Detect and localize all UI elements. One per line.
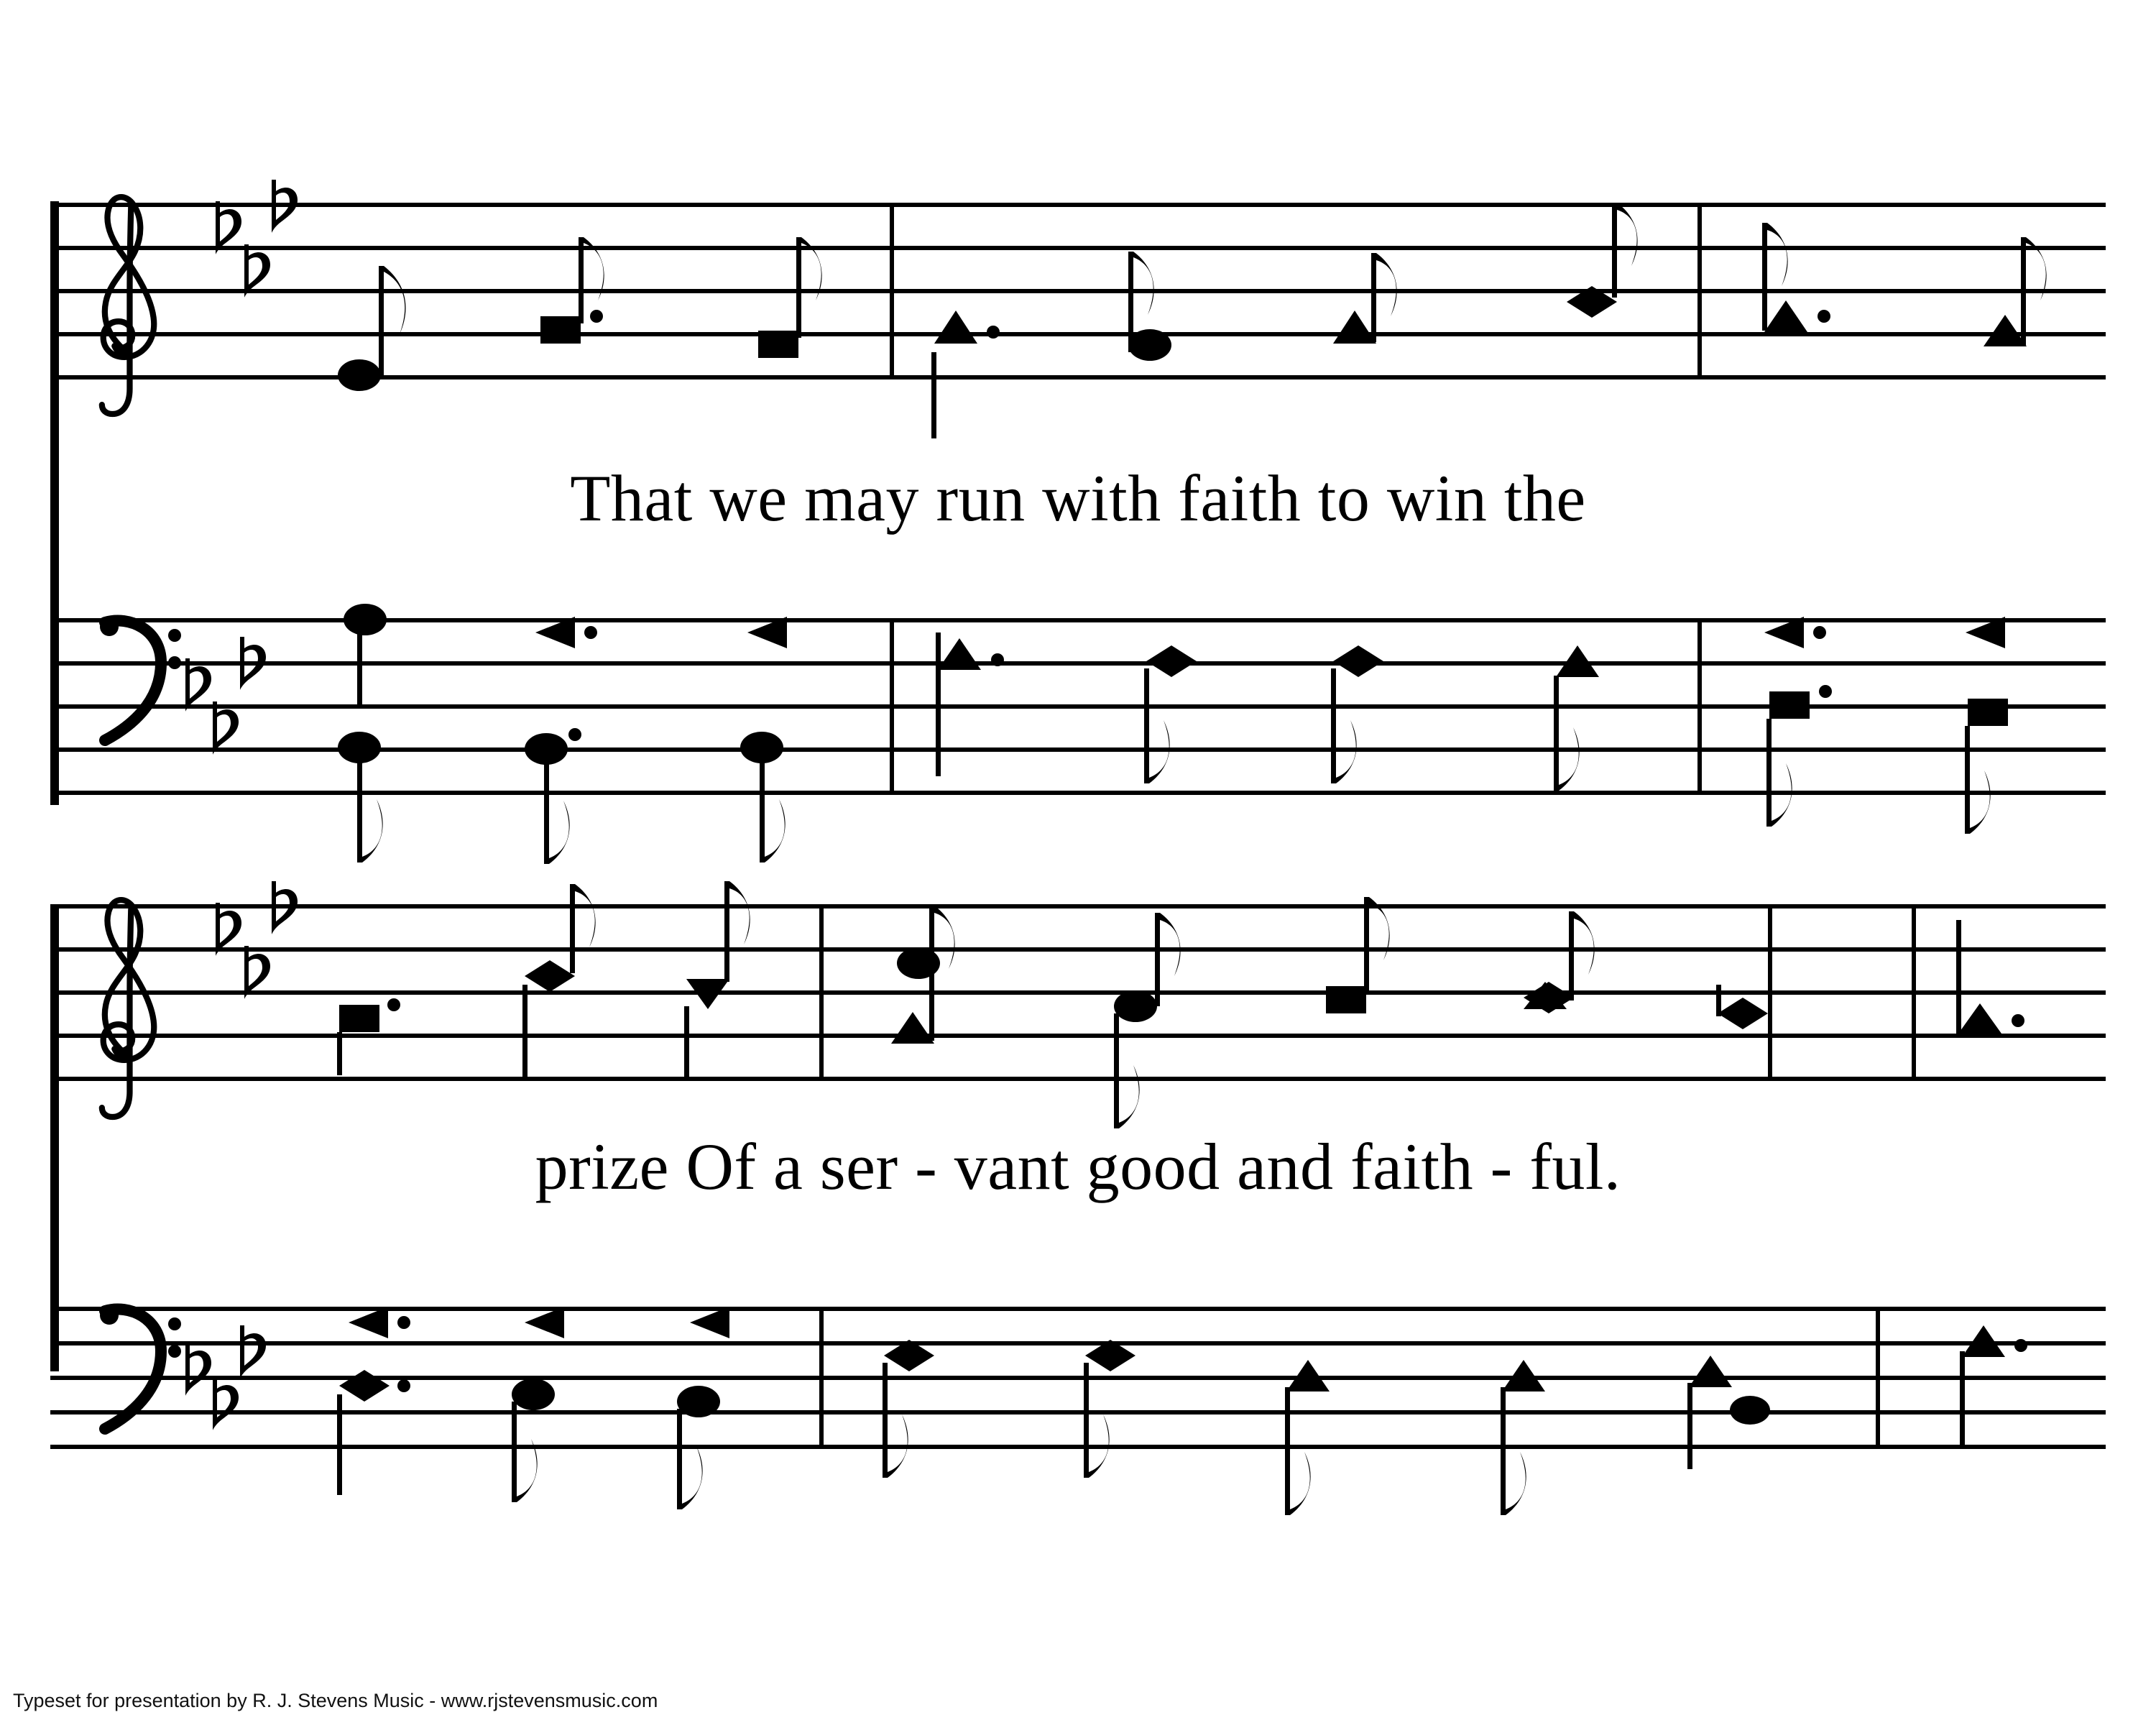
- barline: [1768, 904, 1772, 1081]
- treble-clef-icon: [102, 900, 154, 1117]
- key-signature-treble-1: [216, 180, 298, 298]
- barline: [819, 904, 824, 1081]
- lyric-line-2: prize Of a ser - vant good and faith - ful.: [535, 1130, 1621, 1203]
- key-signature-treble-2: [216, 881, 298, 999]
- barline: [1912, 904, 1916, 1081]
- bass-notes-1: [338, 604, 2008, 864]
- typeset-credit: Typeset for presentation by R. J. Stevens Music - www.rjstevensmusic.com: [13, 1690, 658, 1711]
- barline: [1697, 203, 1702, 380]
- treble-clef-icon: [102, 197, 154, 414]
- barline: [890, 618, 894, 795]
- barline: [1876, 1307, 1880, 1449]
- treble-notes-1: [338, 203, 2047, 438]
- lyric-line-1: That we may run with faith to win the: [570, 461, 1586, 535]
- treble-staff-2: [50, 904, 2106, 1081]
- barline: [1697, 618, 1702, 795]
- barline: [890, 203, 894, 380]
- treble-staff-1: [50, 203, 2106, 380]
- bass-clef-icon: [100, 617, 181, 740]
- barline: [819, 1307, 824, 1449]
- key-signature-bass-1: [185, 637, 266, 755]
